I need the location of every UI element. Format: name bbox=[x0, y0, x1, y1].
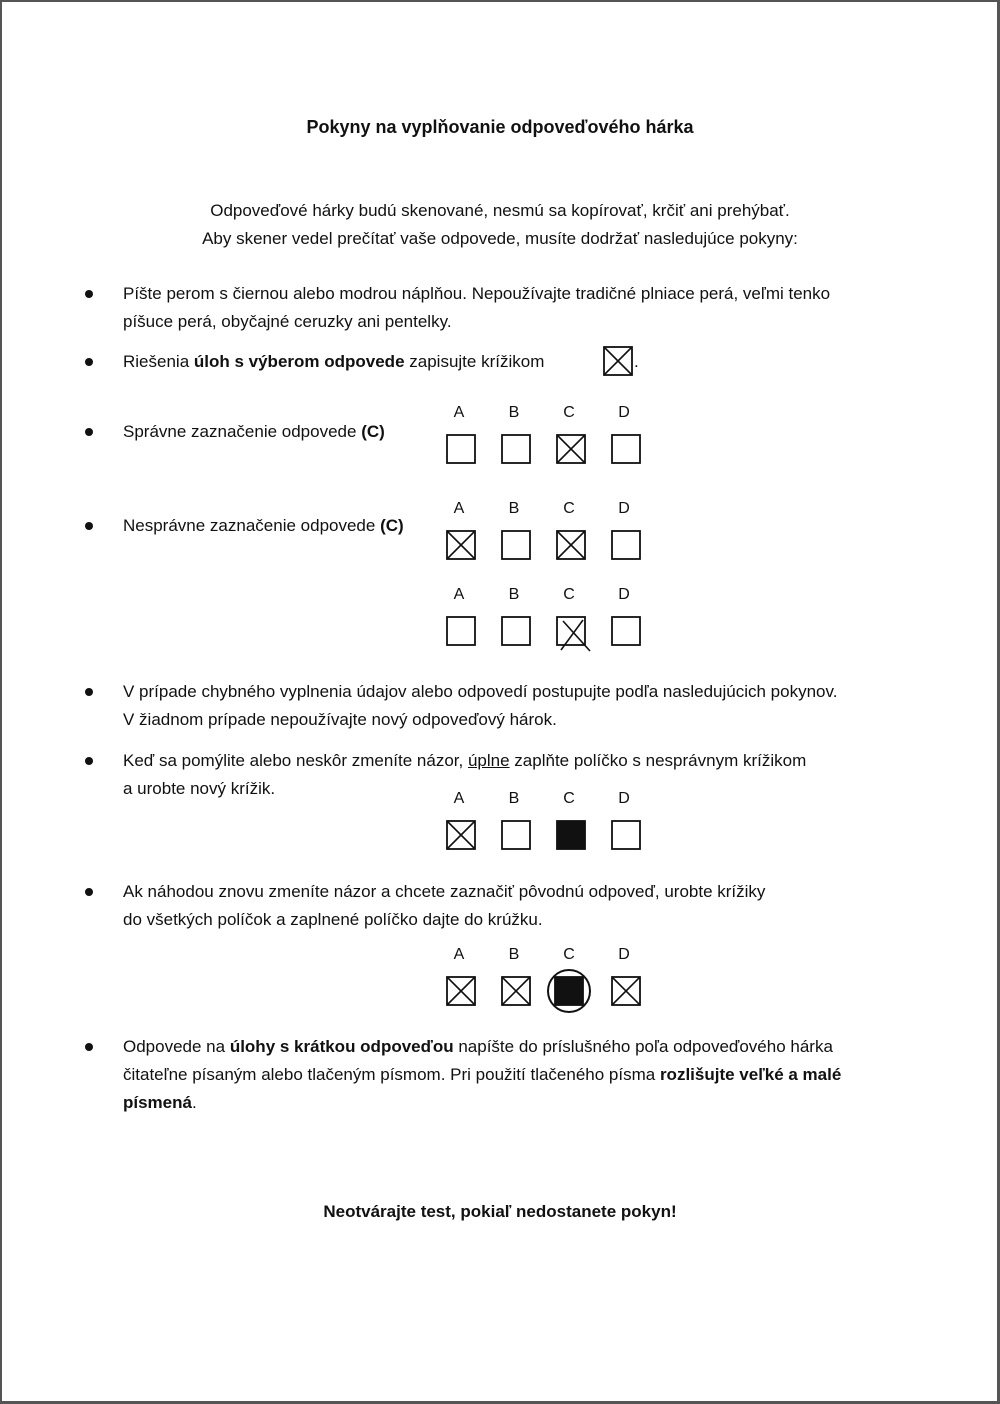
option-letter-a: A bbox=[453, 500, 465, 517]
instruction-errors-line-1: V prípade chybného vyplnenia údajov alebo odpovedí postupujte podľa nasledujúcich pokynov. bbox=[123, 682, 838, 701]
answer-box-b-empty bbox=[499, 528, 527, 556]
answer-box-c-filled bbox=[554, 818, 582, 846]
instruction-errors-line-2: V žiadnom prípade nepoužívajte nový odpoveďový hárok. bbox=[123, 710, 557, 729]
option-letter-b: B bbox=[508, 586, 520, 603]
answer-box-a-empty bbox=[444, 432, 472, 460]
option-letter-d: D bbox=[618, 586, 630, 603]
answer-box-d-empty bbox=[609, 432, 637, 460]
footer-warning: Neotvárajte test, pokiaľ nedostanete pokyn! bbox=[323, 1202, 677, 1221]
answer-box-a-cross bbox=[444, 818, 472, 846]
bullet-dot bbox=[85, 290, 93, 298]
answer-box-d-empty bbox=[609, 818, 637, 846]
instruction-pen bbox=[123, 280, 830, 336]
option-letter-d: D bbox=[618, 404, 630, 421]
option-letter-c: C bbox=[563, 500, 575, 517]
cross-mark-icon bbox=[603, 346, 631, 374]
option-letter-c: C bbox=[563, 404, 575, 421]
answer-box-c-cross bbox=[554, 432, 582, 460]
bullet-dot bbox=[85, 428, 93, 436]
instruction-cross: Riešenia úloh s výberom odpovede zapisujte krížikom bbox=[123, 352, 545, 371]
instruction-cross-period: . bbox=[634, 352, 639, 371]
bullet-dot bbox=[85, 757, 93, 765]
instruction-incorrect: Nesprávne zaznačenie odpovede (C) bbox=[123, 516, 404, 535]
instruction-errors bbox=[123, 678, 837, 734]
option-letter-a: A bbox=[453, 404, 465, 421]
bullet-dot bbox=[85, 358, 93, 366]
answer-box-d-empty bbox=[609, 528, 637, 556]
option-letter-b: B bbox=[508, 500, 520, 517]
answer-box-b-cross bbox=[499, 974, 527, 1002]
answer-box-b-empty bbox=[499, 432, 527, 460]
intro-line-1: Odpoveďové hárky budú skenované, nesmú sa kopírovať, krčiť ani prehýbať. bbox=[210, 201, 790, 220]
page-title: Pokyny na vyplňovanie odpoveďového hárka bbox=[306, 117, 694, 137]
option-letter-a: A bbox=[453, 790, 465, 807]
instruction-restore: Ak náhodou znovu zmeníte názor a chcete zaznačiť pôvodnú odpoveď, urobte krížiky do všetkých políčok a zaplnené políčko dajte do krúžku. bbox=[123, 882, 766, 929]
answer-box-c-cross-overflow bbox=[554, 614, 582, 642]
instruction-change-mind: Keď sa pomýlite alebo neskôr zmeníte názor, úplne zaplňte políčko s nesprávnym krížikom a urobte nový krížik. bbox=[123, 751, 807, 798]
instruction-pen-line-1: Píšte perom s čiernou alebo modrou náplňou. Nepoužívajte tradičné plniace perá, veľmi tenko bbox=[123, 284, 831, 303]
option-letter-d: D bbox=[618, 500, 630, 517]
answer-box-b-empty bbox=[499, 818, 527, 846]
option-letter-b: B bbox=[508, 404, 520, 421]
option-letter-a: A bbox=[453, 586, 465, 603]
answer-box-c-cross bbox=[554, 528, 582, 556]
answer-box-d-empty bbox=[609, 614, 637, 642]
answer-box-b-empty bbox=[499, 614, 527, 642]
intro-line-2: Aby skener vedel prečítať vaše odpovede, musíte dodržať nasledujúce pokyny: bbox=[202, 229, 798, 248]
instruction-correct: Správne zaznačenie odpovede (C) bbox=[123, 422, 385, 441]
answer-box-a-cross bbox=[444, 974, 472, 1002]
instruction-pen-line-2: píšuce perá, obyčajné ceruzky ani pentelky. bbox=[123, 312, 452, 331]
option-letter-a: A bbox=[453, 946, 465, 963]
option-letter-c: C bbox=[563, 586, 575, 603]
answer-box-a-empty bbox=[444, 614, 472, 642]
bullet-dot bbox=[85, 522, 93, 530]
answer-box-a-cross bbox=[444, 528, 472, 556]
option-letter-d: D bbox=[618, 790, 630, 807]
option-letter-b: B bbox=[508, 790, 520, 807]
answer-box-d-cross bbox=[609, 974, 637, 1002]
option-letter-b: B bbox=[508, 946, 520, 963]
bullet-dot bbox=[85, 688, 93, 696]
bullet-dot bbox=[85, 888, 93, 896]
option-letter-c: C bbox=[563, 790, 575, 807]
bullet-dot bbox=[85, 1043, 93, 1051]
instruction-short-answer: Odpovede na úlohy s krátkou odpoveďou napíšte do príslušného poľa odpoveďového hárka čitateľne písaným alebo tlačeným písmom. Pri použití tlačeného písma rozlišujte veľké a malé písmená. bbox=[123, 1037, 842, 1112]
option-letter-d: D bbox=[618, 946, 630, 963]
answer-box-c-filled-circled bbox=[546, 968, 574, 996]
option-letter-c: C bbox=[563, 946, 575, 963]
